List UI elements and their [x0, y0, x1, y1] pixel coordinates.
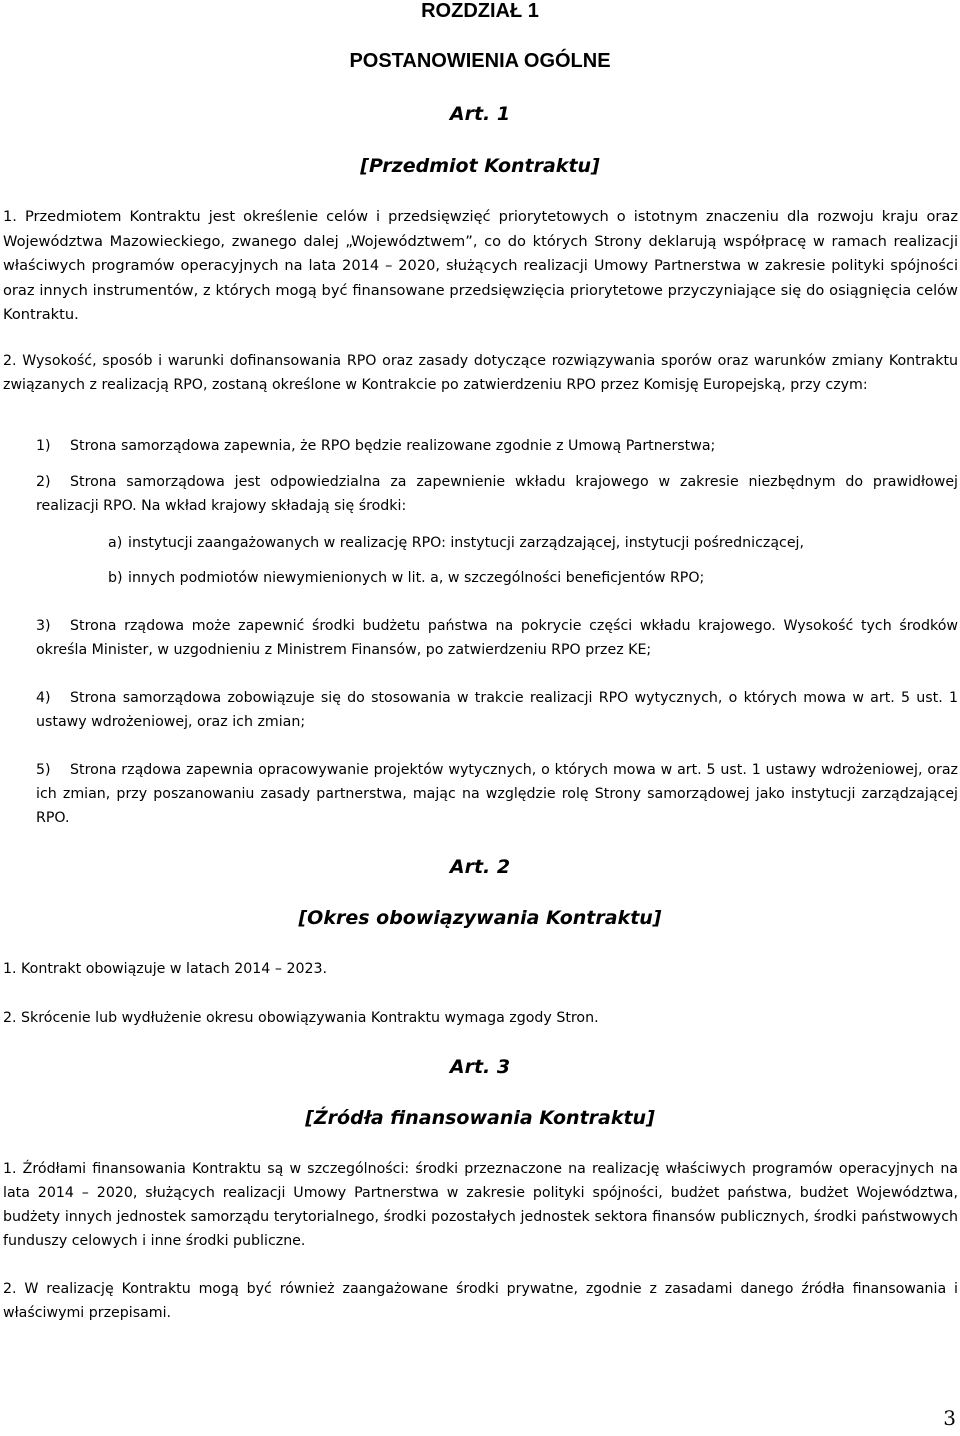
- sub-list-item-letter: b): [108, 570, 123, 586]
- list-item-text: Strona rządowa może zapewnić środki budżetu państwa na pokrycie części wkładu krajowego. Wysokość tych środków określa Minister, w uzgodnieniu z Ministrem Finansów, po zatwierdzeniu RPO przez KE;: [36, 618, 958, 658]
- list-item-number: 4): [36, 690, 51, 706]
- list-item-text: Strona samorządowa zobowiązuje się do stosowania w trakcie realizacji RPO wytycznych, o których mowa w art. 5 ust. 1 ustawy wdrożeniowej, oraz ich zmian;: [36, 690, 958, 730]
- art2-subheading: [Okres obowiązywania Kontraktu]: [298, 907, 662, 929]
- list-item-text: Strona samorządowa jest odpowiedzialna za zapewnienie wkładu krajowego w zakresie niezbędnym do prawidłowej realizacji RPO. Na wkład krajowy składają się środki:: [36, 474, 958, 514]
- list-item-text: Strona samorządowa zapewnia, że RPO będzie realizowane zgodnie z Umową Partnerstwa;: [70, 438, 716, 454]
- art1-subheading: [Przedmiot Kontraktu]: [360, 155, 600, 177]
- chapter-title: ROZDZIAŁ 1: [421, 0, 539, 22]
- art3-subheading: [Źródła finansowania Kontraktu]: [305, 1107, 655, 1129]
- list-item: [36, 614, 958, 662]
- chapter-subtitle: POSTANOWIENIA OGÓLNE: [349, 50, 611, 72]
- art2-paragraph-2: 2. Skrócenie lub wydłużenie okresu obowiązywania Kontraktu wymaga zgody Stron.: [3, 1010, 599, 1026]
- page-number: 3: [943, 1406, 956, 1430]
- sub-list-item: [108, 566, 958, 590]
- sub-list-item-text: innych podmiotów niewymienionych w lit. a, w szczególności beneficjentów RPO;: [128, 570, 705, 586]
- art1-heading: Art. 1: [449, 103, 511, 125]
- list-item-number: 5): [36, 762, 51, 778]
- list-item-number: 2): [36, 474, 51, 490]
- list-item: [36, 470, 958, 518]
- art1-paragraph-1: 1. Przedmiotem Kontraktu jest określenie celów i przedsięwzięć priorytetowych o istotnym znaczeniu dla rozwoju kraju oraz Województwa Mazowieckiego, zwanego dalej „Województwem”, co do których Strony deklarują współpracę w ramach realizacji właściwych programów operacyjnych na lata 2014 – 2020, służących realizacji Umowy Partnerstwa w zakresie polityki spójności oraz innych instrumentów, z których mogą być finansowane przedsięwzięcia priorytetowe przyczyniające się do osiągnięcia celów Kontraktu.: [3, 208, 958, 323]
- art2-heading: Art. 2: [449, 856, 511, 878]
- art3-heading: Art. 3: [449, 1056, 511, 1078]
- art1-paragraph-2: 2. Wysokość, sposób i warunki dofinansowania RPO oraz zasady dotyczące rozwiązywania sporów oraz warunków zmiany Kontraktu związanych z realizacją RPO, zostaną określone w Kontrakcie po zatwierdzeniu RPO przez Komisję Europejską, przy czym:: [3, 353, 958, 393]
- sub-list-item: [108, 531, 958, 555]
- list-item-text: Strona rządowa zapewnia opracowywanie projektów wytycznych, o których mowa w art. 5 ust. 1 ustawy wdrożeniowej, oraz ich zmian, przy poszanowaniu zasady partnerstwa, mając na względzie rolę Strony samorządowej jako instytucji zarządzającej RPO.: [36, 762, 958, 826]
- sub-list-item-text: instytucji zaangażowanych w realizację RPO: instytucji zarządzającej, instytucji pośredniczącej,: [128, 535, 804, 551]
- art2-paragraph-1: 1. Kontrakt obowiązuje w latach 2014 – 2023.: [3, 961, 328, 977]
- list-item: [36, 434, 958, 458]
- list-item-number: 3): [36, 618, 51, 634]
- list-item: [36, 686, 958, 734]
- sub-list-item-letter: a): [108, 535, 123, 551]
- list-item-number: 1): [36, 438, 51, 454]
- list-item: [36, 758, 958, 830]
- art3-paragraph-2: 2. W realizację Kontraktu mogą być również zaangażowane środki prywatne, zgodnie z zasadami danego źródła finansowania i właściwymi przepisami.: [3, 1281, 958, 1321]
- art3-paragraph-1: 1. Źródłami finansowania Kontraktu są w szczególności: środki przeznaczone na realizację właściwych programów operacyjnych na lata 2014 – 2020, służących realizacji Umowy Partnerstwa w zakresie polityki spójności, budżet państwa, budżet Województwa, budżety innych jednostek samorządu terytorialnego, środki pozostałych jednostek sektora finansów publicznych, środki państwowych funduszy celowych i inne środki publiczne.: [3, 1161, 958, 1249]
